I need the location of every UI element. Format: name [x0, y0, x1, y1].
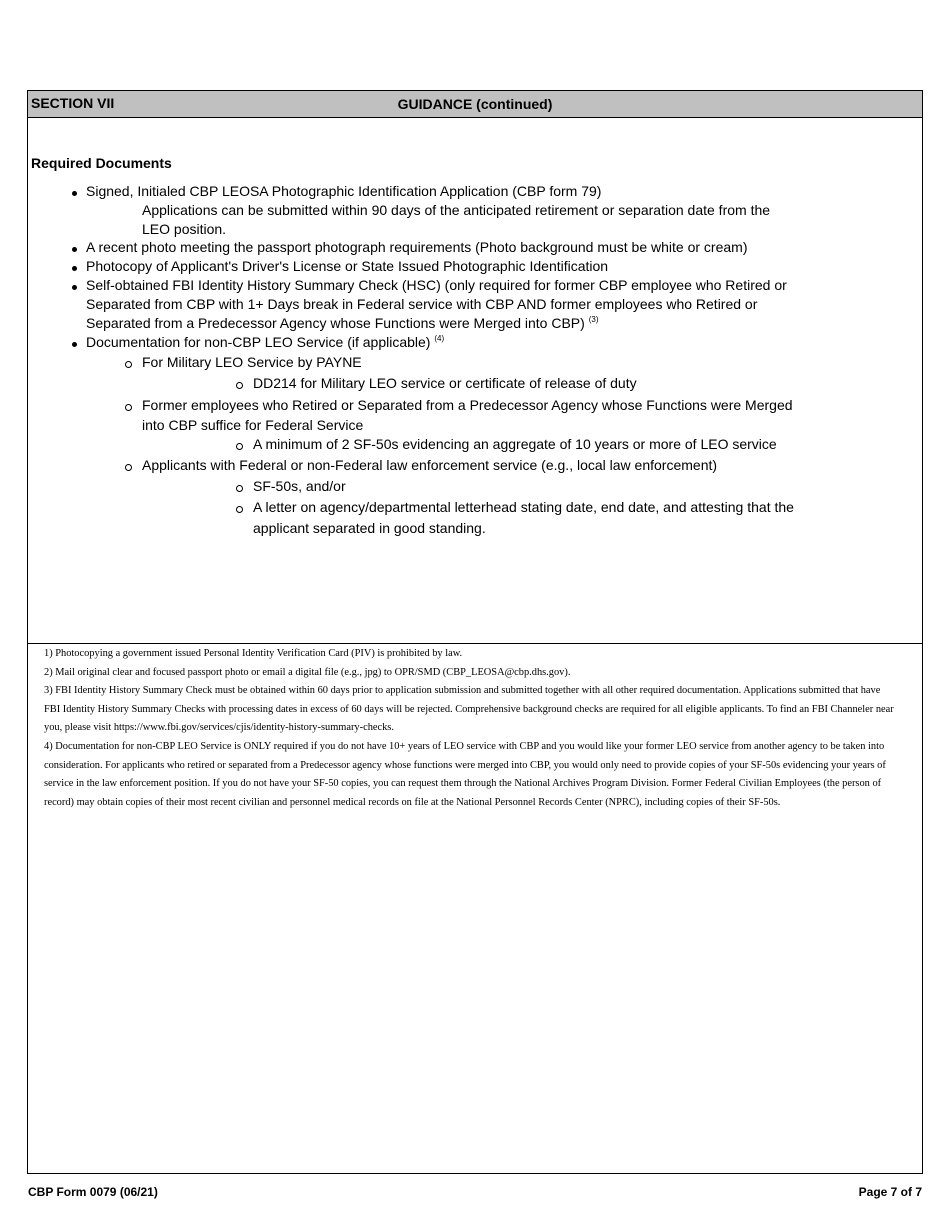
section-header: [28, 91, 922, 118]
list-item: A recent photo meeting the passport photograph requirements (Photo background must be white or cream): [86, 239, 748, 255]
sub-sub-list-item: A minimum of 2 SF-50s evidencing an aggregate of 10 years or more of LEO service: [253, 436, 777, 452]
footnote-ref: (3): [588, 315, 599, 324]
footnote-divider: [28, 643, 922, 644]
list-item: [86, 333, 444, 352]
list-item-note: Applications can be submitted within 90 days of the anticipated retirement or separation date from the: [142, 202, 771, 218]
footnote-ref: (4): [434, 334, 445, 343]
sub-list-item-continuation: into CBP suffice for Federal Service: [142, 417, 364, 433]
bullet-icon: [72, 247, 77, 252]
sub-list-item: Applicants with Federal or non-Federal law enforcement service (e.g., local law enforcement): [142, 457, 718, 473]
list-item-note: LEO position.: [142, 221, 227, 237]
list-item: Signed, Initialed CBP LEOSA Photographic Identification Application (CBP form 79): [86, 183, 602, 199]
form-frame: [27, 90, 923, 1174]
sub-sub-bullet-icon: [236, 443, 243, 450]
bullet-icon: [72, 191, 77, 196]
list-item-continuation: [86, 314, 598, 333]
sub-list-item: Former employees who Retired or Separated from a Predecessor Agency whose Functions were Merged: [142, 397, 793, 413]
sub-sub-list-item: SF-50s, and/or: [253, 478, 346, 494]
section-title: GUIDANCE (continued): [397, 96, 553, 112]
sub-sub-bullet-icon: [236, 485, 243, 492]
sub-sub-bullet-icon: [236, 382, 243, 389]
footnote-1: 1) Photocopying a government issued Personal Identity Verification Card (PIV) is prohibited by law.: [44, 648, 463, 659]
footnote-4: 4) Documentation for non-CBP LEO Service is ONLY required if you do not have 10+ years of LEO service with CBP and you would like your former LEO service from another agency to be taken into consideration. For applicants who retired or separated from a Predecessor agency whose functions were merged into CBP, you would only need to provide copies of your SF-50s evidencing your years of service in the law enforcement position. If you do not have your SF-50 copies, you can request them through the National Archives Program Division. Former Federal Civilian Employees (the person of record) may obtain copies of their most recent civilian and personnel medical records on file at the National Personnel Records Center (NPRC), including copies of their SF-50s.: [44, 740, 886, 808]
sub-bullet-icon: [125, 464, 132, 471]
footnote-2: 2) Mail original clear and focused passport photo or email a digital file (e.g., jpg) to OPR/SMD (CBP_LEOSA@cbp.dhs.gov).: [44, 666, 571, 678]
section-label: SECTION VII: [31, 95, 115, 111]
list-item: Self-obtained FBI Identity History Summary Check (HSC) (only required for former CBP employee who Retired or: [86, 277, 787, 293]
sub-bullet-icon: [125, 361, 132, 368]
required-documents-section: [28, 118, 922, 643]
sub-sub-list-item-continuation: applicant separated in good standing.: [253, 520, 486, 536]
sub-sub-list-item: A letter on agency/departmental letterhead stating date, end date, and attesting that the: [253, 499, 794, 515]
list-item: Photocopy of Applicant's Driver's License or State Issued Photographic Identification: [86, 258, 609, 274]
sub-list-item: For Military LEO Service by PAYNE: [142, 354, 362, 370]
page-number: Page 7 of 7: [858, 1185, 922, 1199]
bullet-icon: [72, 342, 77, 347]
bullet-icon: [72, 266, 77, 271]
sub-sub-list-item: DD214 for Military LEO service or certificate of release of duty: [253, 375, 637, 391]
footnotes: [44, 645, 894, 812]
required-documents-heading: Required Documents: [31, 155, 172, 171]
list-item-text: Documentation for non-CBP LEO Service (if applicable): [86, 334, 431, 350]
list-item-text: Separated from a Predecessor Agency whose Functions were Merged into CBP): [86, 315, 585, 331]
footnote-3: 3) FBI Identity History Summary Check must be obtained within 60 days prior to application submission and submitted together with all other required documentation. Applications submitted that have FBI Identity History Summary Checks with processing dates in excess of 60 days will be rejected. Comprehensive background checks are required for all eligible applicants. To find an FBI Channeler near you, please visit https://www.fbi.gov/services/cjis/identity-history-summary-checks.: [44, 685, 894, 734]
sub-bullet-icon: [125, 404, 132, 411]
list-item-continuation: Separated from CBP with 1+ Days break in Federal service with CBP AND former employees who Retired or: [86, 296, 758, 312]
bullet-icon: [72, 285, 77, 290]
form-number: CBP Form 0079 (06/21): [28, 1185, 158, 1199]
sub-sub-bullet-icon: [236, 506, 243, 513]
